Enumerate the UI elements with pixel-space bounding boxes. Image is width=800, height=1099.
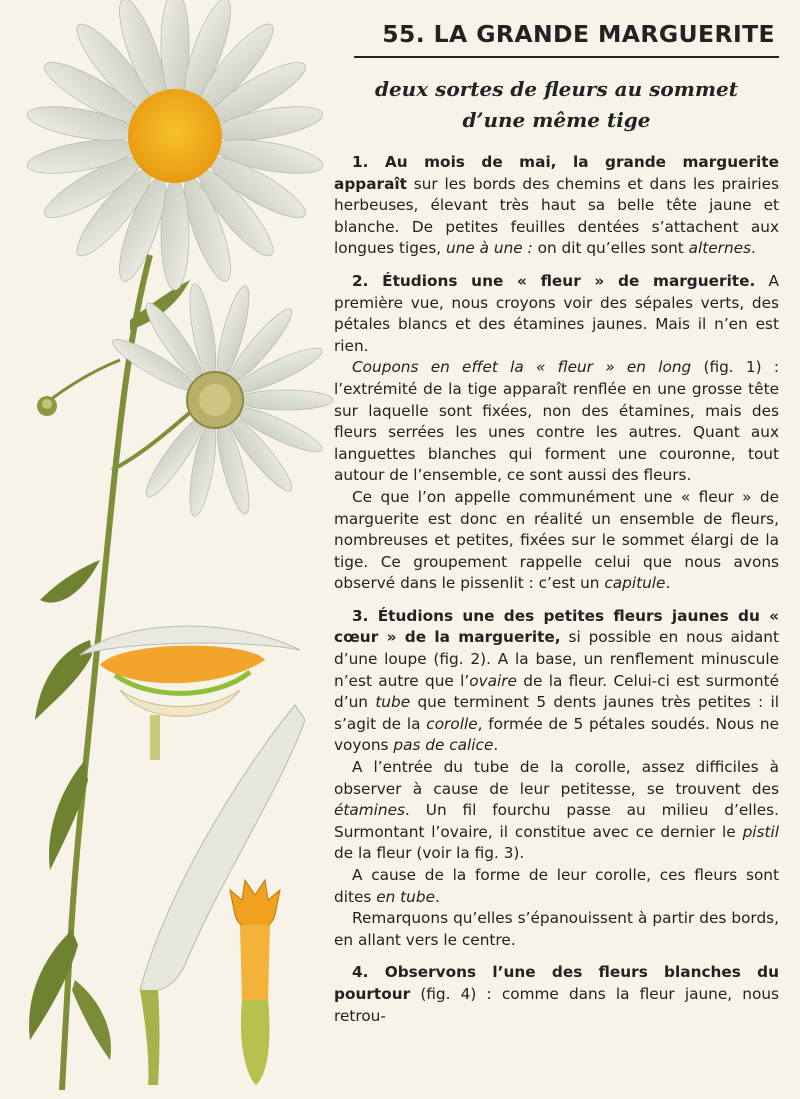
section-2-paragraph-3: Ce que l’on appelle communément une « fleur » de marguerite est donc en réalité un ensemble de fleurs, nombreuses et petites, fixées sur le sommet élargi de la tige. Ce groupement rappelle celui que nous avons observé dans le pissenlit : c’est un capitule. xyxy=(334,487,779,593)
section-1: 1. Au mois de mai, la grande marguerite apparaît sur les bords des chemins et dans les prairies herbeuses, élevant très haut sa belle tête jaune et blanche. De petites feuilles dentées s’attachent aux longues tiges, une à une : on dit qu’elles sont alternes. xyxy=(334,153,779,258)
lesson-body xyxy=(334,152,779,1027)
title-rule xyxy=(354,56,779,58)
section-3: 3. Étudions une des petites fleurs jaunes du « cœur » de la marguerite, si possible en nous aidant d’une loupe (fig. 2). A la base, un renflement minuscule n’est autre que l’ovaire de la fleur. Celui-ci est surmonté d’un tube que terminent 5 dents jaunes très petites : il s’agit de la corolle, formée de 5 pétales soudés. Nous ne voyons pas de calice. xyxy=(334,606,780,755)
section-3-paragraph-2: A l’entrée du tube de la corolle, assez difficiles à observer à cause de leur petitesse, se trouvent des étamines. Un fil fourchu passe au milieu d’elles. Surmontant l’ovaire, il constitue avec ce dernier le pistil de la fleur (voir la fig. 3). xyxy=(334,758,779,863)
flower-head-section xyxy=(80,626,300,760)
section-2: 2. Étudions une « fleur » de marguerite. A première vue, nous croyons voir des sépales verts, des pétales blancs et des étamines jaunes. Mais il n’en est rien. xyxy=(334,271,780,355)
botanical-illustration xyxy=(0,0,340,1099)
ray-floret xyxy=(140,705,305,1085)
lesson-subtitle: deux sortes de fleurs au sommet d’une même tige xyxy=(374,77,739,132)
section-2-paragraph-2: Coupons en effet la « fleur » en long (fig. 1) : l’extrémité de la tige apparaît renflée en une grosse tête sur laquelle sont fixées, non des étamines, mais des fleurs serrées les unes contre les autres. Quant aux languettes blanches qui forment une couronne, tout autour de l’ensemble, ce sont aussi des fleurs. xyxy=(334,358,779,485)
tube-floret xyxy=(230,880,280,1085)
section-3-paragraph-4: Remarquons qu’elles s’épanouissent à partir des bords, en allant vers le centre. xyxy=(334,909,779,949)
lesson-title: 55. LA GRANDE MARGUERITE xyxy=(382,20,775,48)
section-4: 4. Observons l’une des fleurs blanches du pourtour (fig. 4) : comme dans la fleur jaune, nous retrou- xyxy=(334,963,779,1025)
lesson-text xyxy=(334,20,779,1027)
marguerite-flower-top xyxy=(25,0,325,290)
section-3-paragraph-3: A cause de la forme de leur corolle, ces fleurs sont dites en tube. xyxy=(334,866,779,906)
